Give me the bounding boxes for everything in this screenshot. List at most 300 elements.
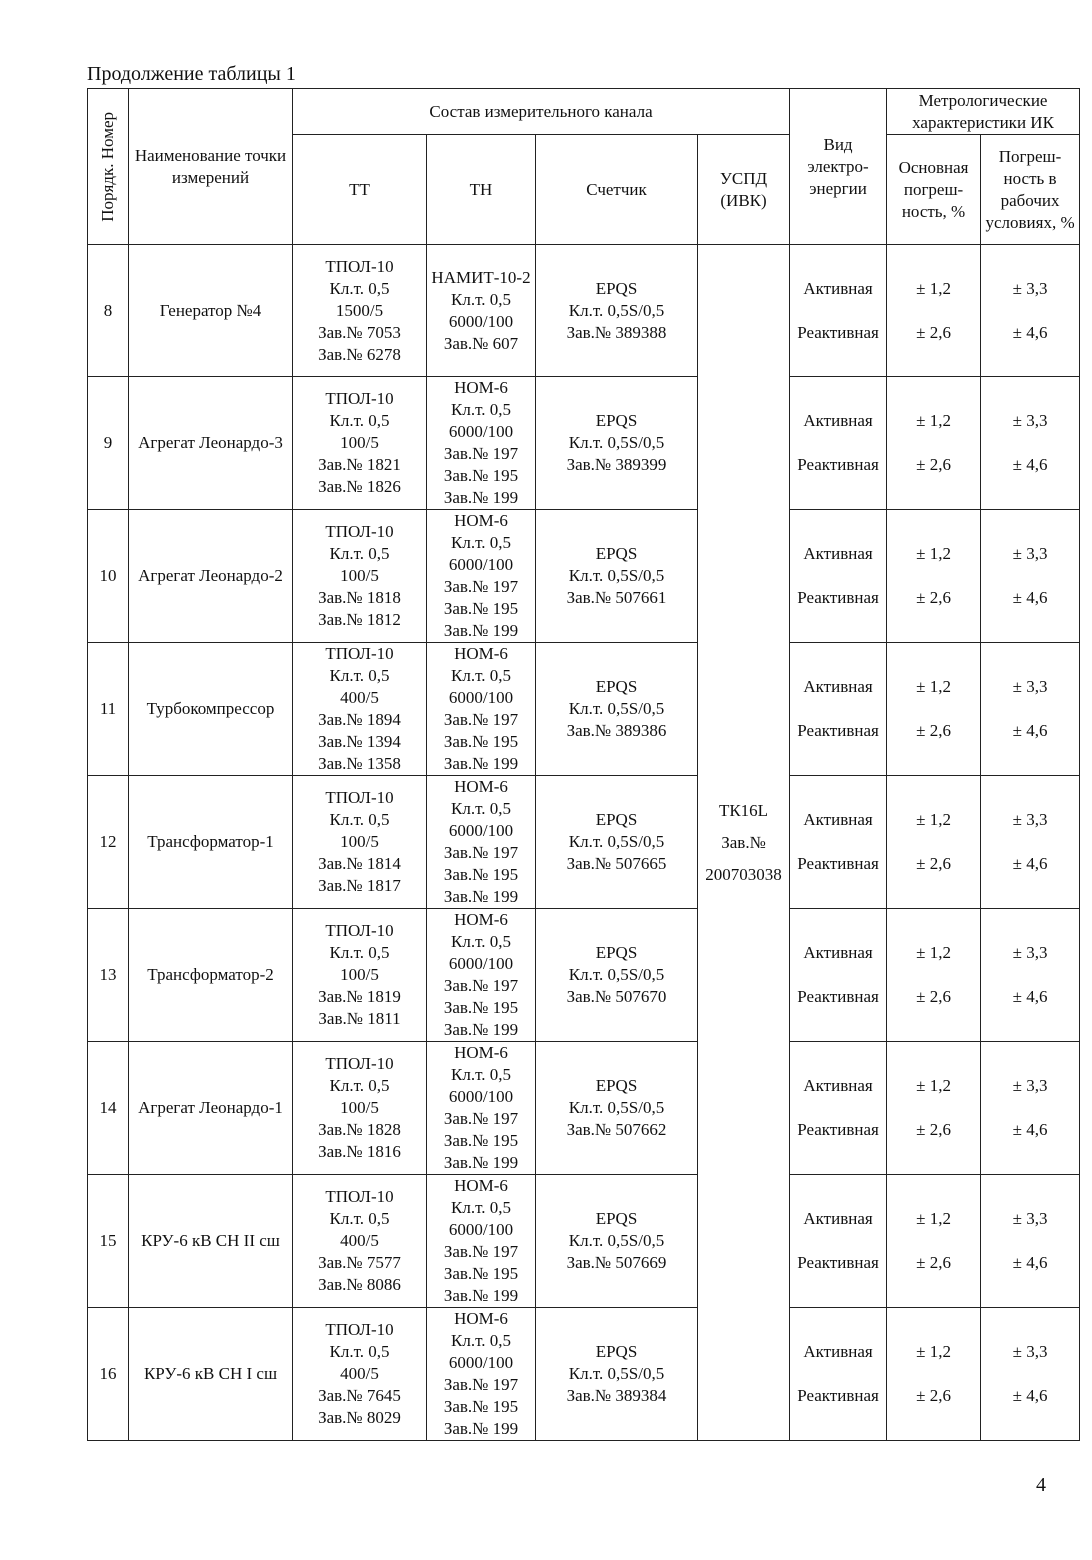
tt-line: ТПОЛ-10 (325, 788, 394, 807)
energy-type-cell-value: Реактивная (797, 1120, 879, 1139)
work-error-cell-value: ± 4,6 (1012, 854, 1048, 873)
work-error-cell-value: ± 3,3 (1012, 1076, 1048, 1095)
table-row (88, 776, 1080, 909)
tt-line: Кл.т. 0,5 (329, 943, 390, 962)
base-error-cell (887, 1175, 981, 1308)
tn-line: 6000/100 (448, 1353, 514, 1372)
energy-type-cell-value: Реактивная (797, 455, 879, 474)
base-error-cell-value: ± 2,6 (916, 854, 951, 873)
work-error-cell-pair (983, 1330, 1077, 1418)
row-number: 8 (88, 245, 129, 377)
tn-line: Зав.№ 199 (443, 1419, 519, 1438)
table-row (88, 1175, 1080, 1308)
table-caption: Продолжение таблицы 1 (87, 63, 296, 85)
measurement-point-name: КРУ-6 кВ СН I сш (129, 1308, 293, 1441)
energy-type-cell-pair (792, 532, 884, 620)
base-error-cell-pair (889, 399, 978, 487)
work-error-cell-value: ± 4,6 (1012, 1253, 1048, 1272)
energy-type-cell (790, 776, 887, 909)
tt-line: Кл.т. 0,5 (329, 1209, 390, 1228)
work-error-cell-value: ± 4,6 (1012, 1386, 1048, 1405)
meter-line: Зав.№ 507669 (566, 1253, 667, 1272)
meter-line: Зав.№ 507670 (566, 987, 667, 1006)
work-error-cell (981, 377, 1080, 510)
energy-type-cell-value: Активная (803, 1209, 873, 1228)
header-work-error: Погреш-ность в рабочих условиях, % (981, 135, 1080, 245)
tn-cell (427, 1175, 536, 1308)
work-error-cell-value: ± 3,3 (1012, 1342, 1048, 1361)
tt-cell (293, 510, 427, 643)
table-row (88, 1042, 1080, 1175)
meter-line: EPQS (595, 943, 638, 962)
base-error-cell (887, 1042, 981, 1175)
tt-line: ТПОЛ-10 (325, 1320, 394, 1339)
tn-line: Зав.№ 195 (443, 732, 519, 751)
tn-line: НОМ-6 (454, 378, 508, 397)
measurement-point-name: Трансформатор-2 (129, 909, 293, 1042)
tn-line: 6000/100 (448, 1220, 514, 1239)
tt-line: Зав.№ 1828 (318, 1120, 401, 1139)
tt-line: ТПОЛ-10 (325, 522, 394, 541)
header-base-error: Основная погреш-ность, % (887, 135, 981, 245)
measurement-point-name: Агрегат Леонардо-1 (129, 1042, 293, 1175)
measurement-channels-table (87, 88, 1080, 1441)
tt-line: Кл.т. 0,5 (329, 1342, 390, 1361)
tt-line: 400/5 (340, 1364, 379, 1383)
measurement-point-name: Трансформатор-1 (129, 776, 293, 909)
tt-line: Кл.т. 0,5 (329, 810, 390, 829)
page-number: 4 (1036, 1474, 1046, 1496)
meter-line: Зав.№ 389388 (566, 322, 667, 342)
tt-cell (293, 1042, 427, 1175)
tt-line: 100/5 (340, 965, 379, 984)
tn-line: 6000/100 (448, 954, 514, 973)
work-error-cell-value: ± 4,6 (1012, 588, 1048, 607)
tt-cell (293, 377, 427, 510)
tt-cell (293, 1175, 427, 1308)
energy-type-cell (790, 377, 887, 510)
energy-type-cell-value: Активная (803, 677, 873, 696)
tn-line: Зав.№ 195 (443, 599, 519, 618)
tt-line: Зав.№ 8086 (318, 1275, 401, 1294)
meter-line: Кл.т. 0,5S/0,5 (568, 699, 665, 718)
base-error-cell-value: ± 1,2 (916, 411, 951, 430)
meter-line: Кл.т. 0,5S/0,5 (568, 965, 665, 984)
tt-line: 100/5 (340, 1098, 379, 1117)
work-error-cell-pair (983, 798, 1077, 886)
tt-cell (293, 776, 427, 909)
energy-type-cell-value: Реактивная (797, 1253, 879, 1272)
tt-line: Зав.№ 1812 (318, 610, 401, 629)
tn-line: Зав.№ 195 (443, 1131, 519, 1150)
energy-type-cell (790, 1308, 887, 1441)
meter-cell (536, 510, 698, 643)
tn-line: Зав.№ 199 (443, 887, 519, 906)
table-row (88, 377, 1080, 510)
energy-type-cell-value: Активная (803, 1342, 873, 1361)
row-number: 16 (88, 1308, 129, 1441)
table-row (88, 245, 1080, 377)
tt-line: Зав.№ 1358 (318, 754, 401, 773)
work-error-cell-value: ± 3,3 (1012, 544, 1048, 563)
tt-line: 400/5 (340, 1231, 379, 1250)
energy-type-cell-pair (792, 1197, 884, 1285)
base-error-cell-pair (889, 1197, 978, 1285)
tn-line: 6000/100 (448, 555, 514, 574)
table-row (88, 1308, 1080, 1441)
work-error-cell-pair (983, 1197, 1077, 1285)
tn-line: Кл.т. 0,5 (451, 1331, 511, 1350)
tt-line: Зав.№ 1821 (318, 455, 401, 474)
base-error-cell-value: ± 1,2 (916, 544, 951, 563)
energy-type-cell (790, 909, 887, 1042)
measurement-point-name: Агрегат Леонардо-2 (129, 510, 293, 643)
base-error-cell-value: ± 2,6 (916, 987, 951, 1006)
work-error-cell-value: ± 3,3 (1012, 810, 1048, 829)
base-error-cell-value: ± 1,2 (916, 677, 951, 696)
header-uspd: УСПД (ИВК) (698, 135, 790, 245)
row-number: 10 (88, 510, 129, 643)
energy-type-cell-pair (792, 1330, 884, 1418)
work-error-cell-value: ± 3,3 (1012, 943, 1048, 962)
tt-cell (293, 643, 427, 776)
meter-line: EPQS (595, 411, 638, 430)
tn-line: Зав.№ 195 (443, 466, 519, 485)
energy-type-cell-value: Активная (803, 411, 873, 430)
energy-type-cell (790, 510, 887, 643)
tt-line: Зав.№ 1819 (318, 987, 401, 1006)
work-error-cell-value: ± 4,6 (1012, 322, 1048, 342)
tn-line: НОМ-6 (454, 511, 508, 530)
energy-type-cell-pair (792, 399, 884, 487)
row-number: 15 (88, 1175, 129, 1308)
row-number: 11 (88, 643, 129, 776)
tt-cell (293, 245, 427, 377)
tn-line: Кл.т. 0,5 (451, 533, 511, 552)
base-error-cell-value: ± 1,2 (916, 278, 951, 298)
tt-line: Кл.т. 0,5 (329, 544, 390, 563)
work-error-cell-value: ± 3,3 (1012, 411, 1048, 430)
base-error-cell-pair (889, 798, 978, 886)
work-error-cell-value: ± 3,3 (1012, 278, 1048, 298)
work-error-cell (981, 245, 1080, 377)
uspd-line: 200703038 (705, 864, 782, 884)
tt-line: 100/5 (340, 566, 379, 585)
energy-type-cell-value: Реактивная (797, 854, 879, 873)
tn-line: Кл.т. 0,5 (451, 1065, 511, 1084)
meter-line: Кл.т. 0,5S/0,5 (568, 1364, 665, 1383)
work-error-cell-pair (983, 399, 1077, 487)
table-row (88, 909, 1080, 1042)
tt-line: ТПОЛ-10 (325, 256, 394, 276)
base-error-cell-value: ± 2,6 (916, 322, 951, 342)
header-tn: ТН (427, 135, 536, 245)
tn-line: НОМ-6 (454, 1176, 508, 1195)
tn-line: Зав.№ 195 (443, 865, 519, 884)
work-error-cell-value: ± 4,6 (1012, 721, 1048, 740)
work-error-cell (981, 776, 1080, 909)
tn-line: Кл.т. 0,5 (451, 932, 511, 951)
base-error-cell (887, 776, 981, 909)
tn-line: Зав.№ 197 (443, 1109, 519, 1128)
meter-line: Кл.т. 0,5S/0,5 (568, 832, 665, 851)
tn-line: Зав.№ 197 (443, 444, 519, 463)
tn-line: 6000/100 (448, 688, 514, 707)
base-error-cell-value: ± 2,6 (916, 1253, 951, 1272)
tn-cell (427, 1042, 536, 1175)
uspd-info (700, 800, 787, 886)
energy-type-cell-pair (792, 798, 884, 886)
uspd-cell (698, 245, 790, 1441)
tt-line: ТПОЛ-10 (325, 921, 394, 940)
energy-type-cell-value: Реактивная (797, 588, 879, 607)
work-error-cell (981, 510, 1080, 643)
tn-line: Зав.№ 199 (443, 754, 519, 773)
tn-cell (427, 776, 536, 909)
energy-type-cell-value: Реактивная (797, 322, 879, 342)
tn-line: Зав.№ 197 (443, 577, 519, 596)
base-error-cell-pair (889, 267, 978, 355)
meter-line: Кл.т. 0,5S/0,5 (568, 1098, 665, 1117)
base-error-cell-pair (889, 1064, 978, 1152)
tn-line: Зав.№ 197 (443, 1375, 519, 1394)
tn-line: Зав.№ 199 (443, 621, 519, 640)
tn-line: Кл.т. 0,5 (451, 666, 511, 685)
tt-line: 100/5 (340, 433, 379, 452)
row-number: 13 (88, 909, 129, 1042)
tn-line: Зав.№ 197 (443, 710, 519, 729)
tn-line: Зав.№ 199 (443, 1153, 519, 1172)
work-error-cell-pair (983, 665, 1077, 753)
base-error-cell-value: ± 1,2 (916, 1342, 951, 1361)
tt-line: ТПОЛ-10 (325, 1187, 394, 1206)
energy-type-cell (790, 643, 887, 776)
table-row (88, 510, 1080, 643)
work-error-cell-pair (983, 267, 1077, 355)
work-error-cell-value: ± 3,3 (1012, 1209, 1048, 1228)
tt-line: Зав.№ 1894 (318, 710, 401, 729)
tn-line: Зав.№ 197 (443, 976, 519, 995)
header-energy-type: Вид электро-энергии (790, 89, 887, 245)
energy-type-cell-pair (792, 1064, 884, 1152)
work-error-cell-value: ± 3,3 (1012, 677, 1048, 696)
energy-type-cell-value: Активная (803, 810, 873, 829)
base-error-cell (887, 377, 981, 510)
meter-line: EPQS (595, 677, 638, 696)
tn-line: Зав.№ 195 (443, 1397, 519, 1416)
tn-cell (427, 510, 536, 643)
energy-type-cell-value: Реактивная (797, 987, 879, 1006)
energy-type-cell-value: Реактивная (797, 1386, 879, 1405)
table-body (88, 245, 1080, 1441)
meter-line: EPQS (595, 1209, 638, 1228)
energy-type-cell-value: Активная (803, 943, 873, 962)
base-error-cell-value: ± 1,2 (916, 1076, 951, 1095)
tt-line: 400/5 (340, 688, 379, 707)
energy-type-cell-value: Активная (803, 278, 873, 298)
tt-line: Зав.№ 7053 (318, 322, 401, 342)
meter-line: Зав.№ 507665 (566, 854, 667, 873)
measurement-point-name: КРУ-6 кВ СН II сш (129, 1175, 293, 1308)
tn-cell (427, 643, 536, 776)
tt-line: Кл.т. 0,5 (329, 278, 390, 298)
table-row (88, 643, 1080, 776)
tn-cell (427, 245, 536, 377)
tn-line: Зав.№ 197 (443, 1242, 519, 1261)
base-error-cell-value: ± 2,6 (916, 1120, 951, 1139)
tn-line: Зав.№ 607 (443, 333, 519, 353)
tn-line: НАМИТ-10-2 (431, 267, 531, 287)
meter-line: Кл.т. 0,5S/0,5 (568, 1231, 665, 1250)
base-error-cell (887, 909, 981, 1042)
measurement-point-name: Генератор №4 (129, 245, 293, 377)
work-error-cell (981, 1175, 1080, 1308)
meter-line: EPQS (595, 544, 638, 563)
header-metrological: Метрологические характеристики ИК (887, 89, 1080, 135)
tt-line: Зав.№ 7577 (318, 1253, 401, 1272)
work-error-cell (981, 1042, 1080, 1175)
tt-cell (293, 1308, 427, 1441)
energy-type-cell (790, 245, 887, 377)
row-number: 12 (88, 776, 129, 909)
tn-line: НОМ-6 (454, 910, 508, 929)
work-error-cell-pair (983, 1064, 1077, 1152)
tn-line: Зав.№ 199 (443, 1020, 519, 1039)
meter-line: EPQS (595, 1076, 638, 1095)
header-point-name: Наименование точки измерений (129, 89, 293, 245)
tt-line: Зав.№ 1394 (318, 732, 401, 751)
energy-type-cell-value: Активная (803, 544, 873, 563)
tt-line: Зав.№ 8029 (318, 1408, 401, 1427)
meter-line: Кл.т. 0,5S/0,5 (568, 300, 665, 320)
meter-cell (536, 1308, 698, 1441)
energy-type-cell (790, 1175, 887, 1308)
work-error-cell-pair (983, 532, 1077, 620)
tt-line: ТПОЛ-10 (325, 1054, 394, 1073)
meter-line: Зав.№ 507661 (566, 588, 667, 607)
tn-line: НОМ-6 (454, 644, 508, 663)
tn-line: Кл.т. 0,5 (451, 799, 511, 818)
base-error-cell-value: ± 2,6 (916, 455, 951, 474)
energy-type-cell-pair (792, 665, 884, 753)
tt-line: Зав.№ 1826 (318, 477, 401, 496)
meter-line: Зав.№ 389386 (566, 721, 667, 740)
meter-line: Зав.№ 389399 (566, 455, 667, 474)
tt-line: Кл.т. 0,5 (329, 666, 390, 685)
energy-type-cell-pair (792, 931, 884, 1019)
tn-line: Зав.№ 197 (443, 843, 519, 862)
work-error-cell-value: ± 4,6 (1012, 1120, 1048, 1139)
meter-cell (536, 643, 698, 776)
base-error-cell-pair (889, 532, 978, 620)
base-error-cell-pair (889, 931, 978, 1019)
base-error-cell-value: ± 1,2 (916, 1209, 951, 1228)
meter-cell (536, 909, 698, 1042)
tt-line: Зав.№ 1814 (318, 854, 401, 873)
energy-type-cell (790, 1042, 887, 1175)
base-error-cell-value: ± 2,6 (916, 1386, 951, 1405)
base-error-cell (887, 245, 981, 377)
tt-line: Зав.№ 1811 (318, 1009, 401, 1028)
meter-line: EPQS (595, 810, 638, 829)
tn-line: 6000/100 (448, 1087, 514, 1106)
tn-line: Кл.т. 0,5 (451, 400, 511, 419)
tn-line: Зав.№ 199 (443, 1286, 519, 1305)
base-error-cell-value: ± 2,6 (916, 721, 951, 740)
meter-line: EPQS (595, 278, 638, 298)
tn-line: 6000/100 (448, 821, 514, 840)
tn-line: 6000/100 (448, 422, 514, 441)
work-error-cell-value: ± 4,6 (1012, 987, 1048, 1006)
meter-cell (536, 377, 698, 510)
base-error-cell (887, 510, 981, 643)
base-error-cell-value: ± 2,6 (916, 588, 951, 607)
row-number: 9 (88, 377, 129, 510)
tn-cell (427, 377, 536, 510)
tt-line: ТПОЛ-10 (325, 389, 394, 408)
tt-line: Зав.№ 1816 (318, 1142, 401, 1161)
meter-line: Кл.т. 0,5S/0,5 (568, 433, 665, 452)
meter-line: Зав.№ 389384 (566, 1386, 667, 1405)
meter-cell (536, 1175, 698, 1308)
header-tt: ТТ (293, 135, 427, 245)
tt-cell (293, 909, 427, 1042)
base-error-cell-pair (889, 665, 978, 753)
tn-line: Зав.№ 195 (443, 998, 519, 1017)
base-error-cell-value: ± 1,2 (916, 810, 951, 829)
base-error-cell (887, 1308, 981, 1441)
header-meter: Счетчик (536, 135, 698, 245)
energy-type-cell-value: Реактивная (797, 721, 879, 740)
measurement-point-name: Агрегат Леонардо-3 (129, 377, 293, 510)
measurement-point-name: Турбокомпрессор (129, 643, 293, 776)
work-error-cell (981, 909, 1080, 1042)
tn-line: НОМ-6 (454, 1043, 508, 1062)
meter-cell (536, 1042, 698, 1175)
meter-line: EPQS (595, 1342, 638, 1361)
base-error-cell (887, 643, 981, 776)
meter-line: Зав.№ 507662 (566, 1120, 667, 1139)
tt-line: Зав.№ 1818 (318, 588, 401, 607)
tn-line: Кл.т. 0,5 (451, 1198, 511, 1217)
energy-type-cell-pair (792, 267, 884, 355)
meter-line: Кл.т. 0,5S/0,5 (568, 566, 665, 585)
tn-line: Зав.№ 199 (443, 488, 519, 507)
base-error-cell-pair (889, 1330, 978, 1418)
meter-cell (536, 776, 698, 909)
work-error-cell-pair (983, 931, 1077, 1019)
work-error-cell (981, 1308, 1080, 1441)
work-error-cell-value: ± 4,6 (1012, 455, 1048, 474)
tn-cell (427, 1308, 536, 1441)
meter-cell (536, 245, 698, 377)
tn-line: НОМ-6 (454, 1309, 508, 1328)
base-error-cell-value: ± 1,2 (916, 943, 951, 962)
tn-line: Зав.№ 195 (443, 1264, 519, 1283)
uspd-line: ТК16L (718, 800, 769, 820)
energy-type-cell-value: Активная (803, 1076, 873, 1095)
tn-cell (427, 909, 536, 1042)
uspd-line: Зав.№ (721, 832, 766, 852)
tn-line: Кл.т. 0,5 (451, 289, 511, 309)
work-error-cell (981, 643, 1080, 776)
header-channel-composition: Состав измерительного канала (293, 89, 790, 135)
tt-line: ТПОЛ-10 (325, 644, 394, 663)
tt-line: 1500/5 (335, 300, 384, 320)
tn-line: НОМ-6 (454, 777, 508, 796)
tt-line: 100/5 (340, 832, 379, 851)
tt-line: Кл.т. 0,5 (329, 411, 390, 430)
